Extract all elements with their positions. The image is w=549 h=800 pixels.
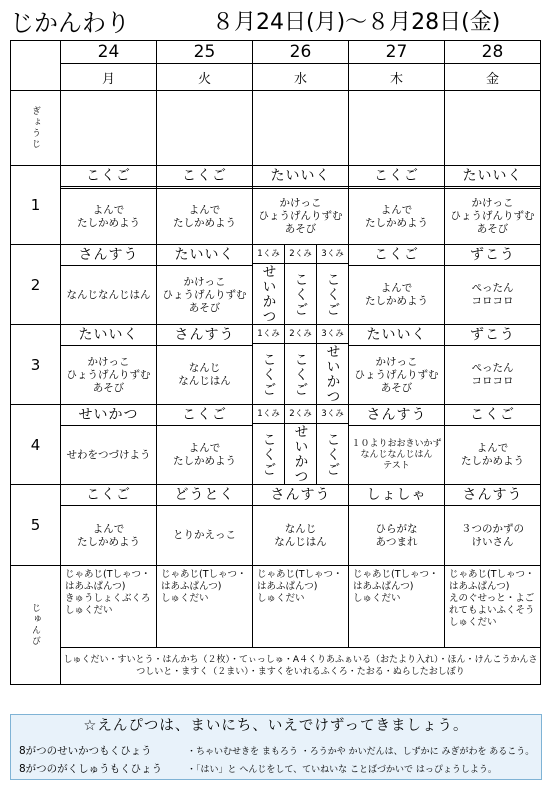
- lesson-cell: [61, 245, 157, 325]
- goal-text-study: ・「はい」と へんじをして、ていねいな ことばづかいで はっぴょうしよう。: [187, 765, 497, 775]
- lesson: [253, 166, 348, 244]
- timetable: [10, 40, 541, 685]
- class-subject: せいかつ: [324, 344, 341, 404]
- lesson: [349, 405, 444, 484]
- lesson-cell: [253, 485, 349, 566]
- lesson: [349, 166, 444, 244]
- period-row: [11, 325, 541, 405]
- period-row: [11, 485, 541, 566]
- lesson-cell: [61, 485, 157, 566]
- class-subjects: [253, 344, 348, 404]
- lesson-cell: [349, 245, 445, 325]
- lesson-cell: [445, 166, 541, 245]
- weekday-label: 金: [445, 64, 541, 91]
- lesson-activity: かけっこ ひょうげんりずむ あそび: [66, 355, 151, 394]
- lesson-subject: たいいく: [61, 325, 156, 346]
- lesson-subject: ずこう: [445, 325, 540, 346]
- lesson: [61, 245, 156, 324]
- class-labels: [253, 405, 348, 424]
- lesson: [61, 166, 156, 244]
- lesson-subject: どうとく: [157, 485, 252, 506]
- lesson-subject: せいかつ: [61, 405, 156, 426]
- items-note: しゅくだい・すいとう・はんかち（２枚）・てぃっしゅ・A４くりあふぁいる（おたより入れ）・ほん・けんこうかんさつしいと・ますく（２まい）・ますくをいれるふくろ・たおる・ぬらしたおしぼり: [61, 648, 541, 685]
- lesson: [445, 325, 540, 404]
- class-subject: こくご: [324, 271, 341, 317]
- lesson-activity: なんじ なんじはん: [274, 522, 327, 548]
- lesson-activity: よんで たしかめよう: [365, 282, 428, 307]
- weekday-label: 水: [253, 64, 349, 91]
- event-row: [11, 91, 541, 166]
- class-labels: [253, 325, 348, 344]
- lesson-activity: １０よりおおきいかず なんじなんじはん テスト: [351, 438, 442, 471]
- class-label: 3くみ: [321, 249, 344, 259]
- class-subject: こくご: [285, 344, 317, 404]
- lesson: [157, 485, 252, 565]
- class-label: 2くみ: [285, 325, 317, 343]
- event-row-label-cell: [11, 91, 61, 166]
- lesson: [445, 245, 540, 324]
- lesson-subject: こくご: [349, 245, 444, 266]
- event-cell: [349, 91, 445, 166]
- lesson: [349, 245, 444, 324]
- lesson-activity: とりかえっこ: [173, 529, 236, 541]
- period-number: 4: [11, 405, 61, 485]
- lesson-activity: ぺったん コロコロ: [471, 282, 514, 307]
- lesson-subject: こくご: [157, 405, 252, 426]
- items-row: [11, 648, 541, 685]
- class-subjects: [253, 424, 348, 484]
- lesson-activity: よんで たしかめよう: [77, 203, 140, 229]
- lesson: [349, 325, 444, 404]
- event-row-label: ぎょうじ: [30, 106, 40, 150]
- lesson-cell: [445, 245, 541, 325]
- class-subject: こくご: [324, 431, 341, 477]
- lesson-cell: [445, 325, 541, 405]
- class-label: 3くみ: [321, 329, 344, 339]
- lesson: [61, 325, 156, 404]
- corner-cell: [11, 41, 61, 91]
- title-dates: ８月24日(月)～８月28日(金): [212, 10, 501, 35]
- split-class-cell: [253, 405, 348, 484]
- preparation-cell: じゃあじ(Tしゃつ・はあふぱんつ) きゅうしょくぶくろ しゅくだい: [61, 566, 157, 648]
- day-number: 24: [61, 41, 157, 64]
- lesson-activity: ひらがな あつまれ: [375, 522, 418, 548]
- lesson: [445, 166, 540, 244]
- preparation-cell: じゃあじ(Tしゃつ・はあふぱんつ) えのぐせっと・よごれてもよいふくそう しゅくだい: [445, 566, 541, 648]
- day-number: 25: [157, 41, 253, 64]
- lesson: [157, 166, 252, 244]
- lesson-subject: さんすう: [445, 485, 540, 506]
- lesson-cell: [349, 166, 445, 245]
- period-row: [11, 405, 541, 485]
- lesson-cell: [61, 166, 157, 245]
- class-label: 2くみ: [285, 245, 317, 263]
- lesson-subject: さんすう: [253, 485, 348, 506]
- class-subject: こくご: [253, 424, 285, 484]
- period-number: 3: [11, 325, 61, 405]
- day-number: 26: [253, 41, 349, 64]
- lesson-cell: [253, 166, 349, 245]
- preparation-cell: じゃあじ(Tしゃつ・はあふぱんつ) しゅくだい: [253, 566, 349, 648]
- weekday-label: 月: [61, 64, 157, 91]
- day-number-row: [11, 41, 541, 64]
- preparation-cell: じゃあじ(Tしゃつ・はあふぱんつ) しゅくだい: [349, 566, 445, 648]
- lesson-subject: ずこう: [445, 245, 540, 266]
- goal-label-study: 8がつのがくしゅうもくひょう: [19, 763, 163, 775]
- split-class-cell: [253, 325, 348, 404]
- lesson-subject: たいいく: [349, 325, 444, 346]
- lesson-activity: かけっこ ひょうげんりずむ あそび: [450, 197, 535, 235]
- lesson-cell: [445, 405, 541, 485]
- day-number: 28: [445, 41, 541, 64]
- class-subject: せいかつ: [253, 264, 285, 324]
- lesson-subject: たいいく: [445, 166, 540, 189]
- lesson-cell: [157, 166, 253, 245]
- class-label: 1くみ: [253, 245, 285, 263]
- lesson-subject: こくご: [61, 485, 156, 506]
- class-subject: せいかつ: [285, 424, 317, 484]
- title-label: じかんわり: [10, 9, 130, 37]
- preparation-label-cell: [11, 566, 61, 685]
- lesson-cell: [157, 485, 253, 566]
- period-row: [11, 166, 541, 245]
- weekday-label: 木: [349, 64, 445, 91]
- class-labels: [253, 245, 348, 264]
- lesson-activity: なんじ なんじはん: [178, 362, 231, 387]
- lesson-activity: かけっこ ひょうげんりずむ あそび: [258, 197, 343, 235]
- lesson-subject: さんすう: [349, 405, 444, 426]
- goal-text-life: ・ちゃいむせきを まもろう ・ろうかや かいだんは、しずかに みぎがわを あるこう。: [187, 747, 535, 757]
- event-cell: [253, 91, 349, 166]
- lesson-activity: よんで たしかめよう: [173, 203, 236, 229]
- lesson-subject: こくご: [349, 166, 444, 189]
- lesson-cell: [349, 325, 445, 405]
- lesson: [349, 485, 444, 565]
- lesson-subject: こくご: [61, 166, 156, 189]
- class-label: 1くみ: [253, 325, 285, 343]
- event-cell: [157, 91, 253, 166]
- period-row: [11, 245, 541, 325]
- lesson-subject: たいいく: [157, 245, 252, 266]
- split-class-cell: [253, 245, 348, 324]
- lesson-activity: ３つのかずの けいさん: [461, 522, 524, 548]
- lesson-subject: さんすう: [61, 245, 156, 266]
- preparation-label: じゅんび: [30, 603, 40, 647]
- class-label: 3くみ: [321, 409, 344, 419]
- class-subjects: [253, 264, 348, 324]
- lesson-cell: [157, 245, 253, 325]
- lesson-cell: [253, 245, 349, 325]
- preparation-cell: じゃあじ(Tしゃつ・はあふぱんつ) しゅくだい: [157, 566, 253, 648]
- period-number: 1: [11, 166, 61, 245]
- lesson: [253, 485, 348, 565]
- period-number: 2: [11, 245, 61, 325]
- lesson-cell: [157, 325, 253, 405]
- class-label: 1くみ: [253, 405, 285, 423]
- lesson-activity: かけっこ ひょうげんりずむ あそび: [162, 275, 247, 314]
- footer-box: [10, 714, 542, 780]
- day-number: 27: [349, 41, 445, 64]
- lesson-activity: よんで たしかめよう: [461, 442, 524, 467]
- lesson: [61, 485, 156, 565]
- lesson-cell: [253, 405, 349, 485]
- lesson-activity: ぺったん コロコロ: [471, 362, 514, 387]
- preparation-row: [11, 566, 541, 648]
- event-cell: [445, 91, 541, 166]
- event-cell: [61, 91, 157, 166]
- lesson-activity: よんで たしかめよう: [365, 203, 428, 229]
- lesson-cell: [157, 405, 253, 485]
- lesson: [157, 325, 252, 404]
- footer-main-notice: ☆えんぴつは、まいにち、いえでけずってきましょう。: [83, 718, 469, 734]
- weekday-row: [11, 64, 541, 91]
- lesson-activity: よんで たしかめよう: [173, 442, 236, 467]
- lesson-activity: せわをつづけよう: [66, 448, 151, 461]
- lesson-cell: [253, 325, 349, 405]
- period-number: 5: [11, 485, 61, 566]
- class-subject: こくご: [285, 264, 317, 324]
- lesson-cell: [349, 405, 445, 485]
- lesson-subject: たいいく: [253, 166, 348, 189]
- goal-label-life: 8がつのせいかつもくひょう: [19, 745, 152, 757]
- lesson: [157, 405, 252, 484]
- lesson: [61, 405, 156, 484]
- lesson-cell: [61, 405, 157, 485]
- weekday-label: 火: [157, 64, 253, 91]
- lesson: [157, 245, 252, 324]
- lesson-cell: [61, 325, 157, 405]
- page-title: [10, 6, 540, 40]
- lesson-subject: しょしゃ: [349, 485, 444, 506]
- class-subject: こくご: [253, 344, 285, 404]
- lesson-activity: なんじなんじはん: [66, 288, 151, 301]
- lesson-subject: こくご: [445, 405, 540, 426]
- lesson-subject: さんすう: [157, 325, 252, 346]
- lesson-activity: よんで たしかめよう: [77, 522, 140, 548]
- lesson: [445, 405, 540, 484]
- lesson: [445, 485, 540, 565]
- lesson-subject: こくご: [157, 166, 252, 189]
- lesson-cell: [349, 485, 445, 566]
- lesson-activity: かけっこ ひょうげんりずむ あそび: [354, 355, 439, 394]
- class-label: 2くみ: [285, 405, 317, 423]
- lesson-cell: [445, 485, 541, 566]
